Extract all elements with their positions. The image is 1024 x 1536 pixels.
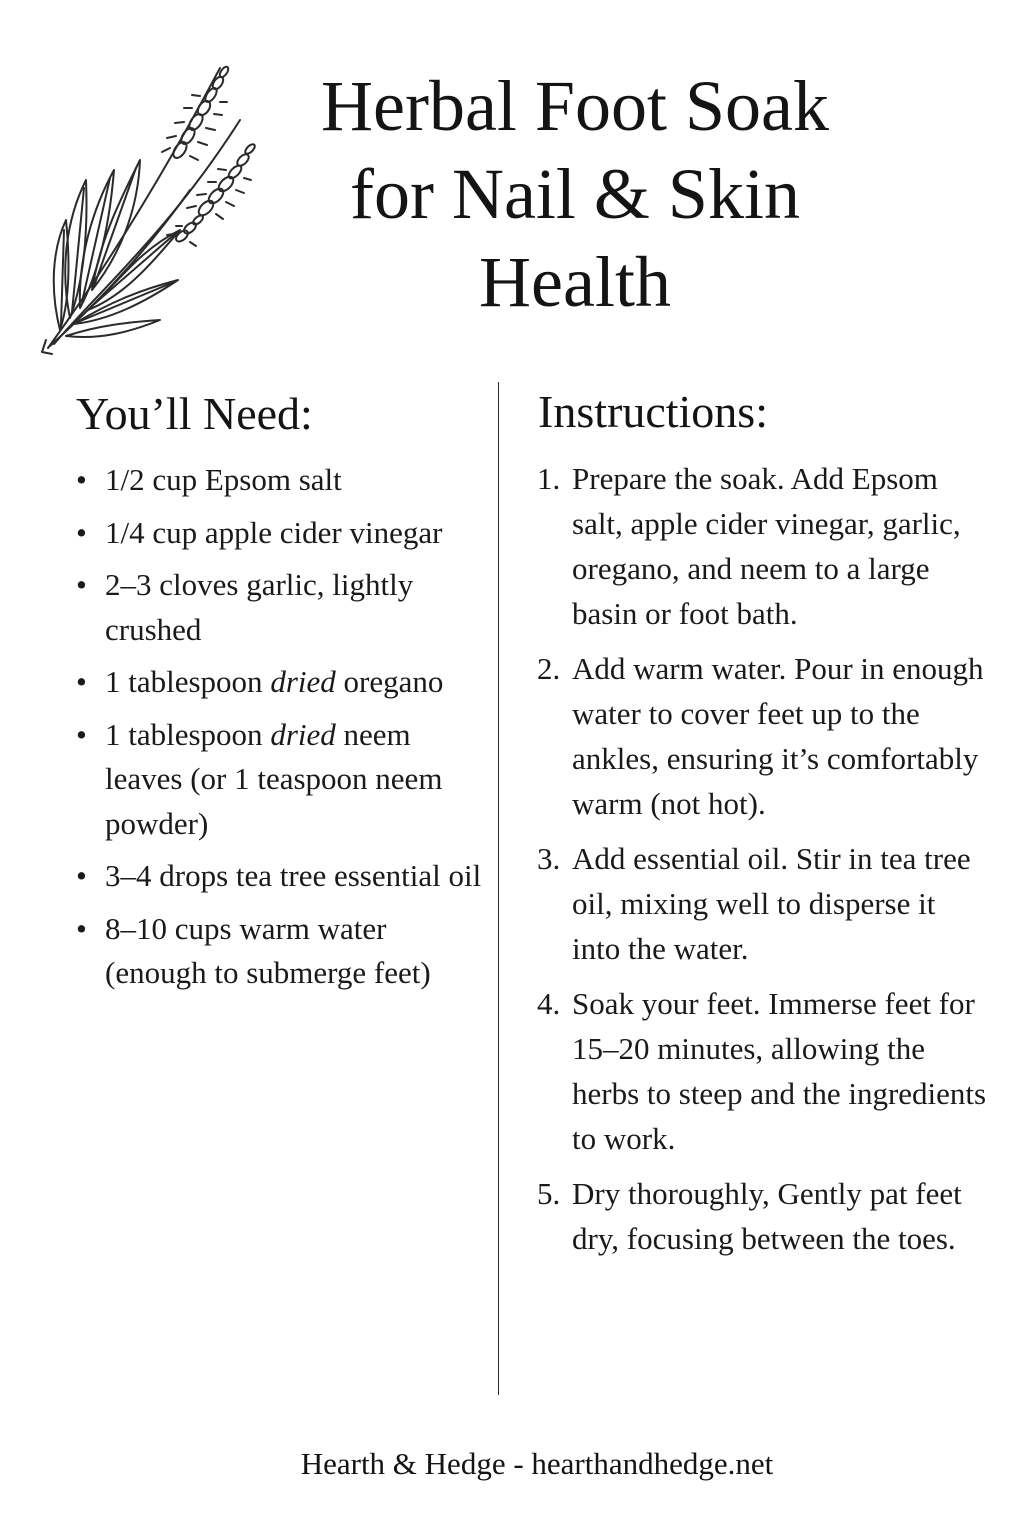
- bullet-icon: •: [76, 716, 87, 752]
- ingredient-text-part: neem leaves (or 1 teaspoon neem powder): [105, 716, 443, 841]
- step-number: 2.: [537, 651, 561, 686]
- ingredient-item: [76, 713, 486, 847]
- ingredient-item: [76, 660, 486, 705]
- title-line-1: Herbal Foot Soak: [321, 66, 829, 146]
- bullet-icon: •: [76, 567, 87, 602]
- step-text: Soak your feet. Immerse feet for 15–20 minutes, allowing the herbs to steep and the ingredients to work.: [572, 986, 987, 1156]
- instruction-step: [537, 646, 987, 826]
- instructions-list: [537, 456, 987, 1271]
- title-line-2: for Nail & Skin: [350, 154, 800, 234]
- ingredient-item: [76, 458, 486, 503]
- ingredient-text: 2–3 cloves garlic, lightly crushed: [105, 567, 414, 647]
- ingredient-text: 1/2 cup Epsom salt: [105, 462, 342, 497]
- title-line-3: Health: [479, 242, 671, 322]
- bullet-icon: •: [76, 858, 87, 893]
- instruction-step: [537, 981, 987, 1161]
- ingredient-text-part: oregano: [335, 664, 444, 699]
- ingredients-list: [76, 458, 486, 1004]
- step-number: 3.: [537, 841, 561, 876]
- bullet-icon: •: [76, 462, 87, 497]
- ingredient-item: [76, 563, 486, 652]
- ingredient-item: [76, 854, 486, 899]
- step-text: Add essential oil. Stir in tea tree oil, mixing well to disperse it into the water.: [572, 841, 971, 966]
- ingredient-text: [105, 717, 442, 841]
- instruction-step: [537, 1171, 987, 1261]
- bullet-icon: •: [76, 664, 87, 699]
- ingredient-text-part: 1 tablespoon: [105, 716, 271, 752]
- step-number: 5.: [537, 1176, 561, 1211]
- step-number: 4.: [537, 986, 561, 1021]
- page-title: [250, 62, 900, 326]
- lavender-sprig-icon: [30, 40, 270, 360]
- needs-heading: You’ll Need:: [76, 388, 313, 439]
- instruction-step: [537, 836, 987, 971]
- step-text: Add warm water. Pour in enough water to cover feet up to the ankles, ensuring it’s comfortably warm (not hot).: [572, 651, 984, 821]
- ingredient-item: [76, 511, 486, 556]
- step-text: Dry thoroughly, Gently pat feet dry, focusing between the toes.: [572, 1176, 962, 1256]
- instruction-step: [537, 456, 987, 636]
- column-divider: [498, 382, 499, 1395]
- step-number: 1.: [537, 461, 561, 496]
- ingredient-text: 1/4 cup apple cider vinegar: [105, 514, 443, 550]
- footer-credit: Hearth & Hedge - hearthandhedge.net: [300, 1446, 774, 1481]
- ingredient-text: 3–4 drops tea tree essential oil: [105, 858, 482, 893]
- ingredient-text: [105, 664, 443, 699]
- ingredient-emphasis: dried: [270, 716, 336, 752]
- bullet-icon: •: [76, 514, 87, 550]
- ingredient-item: [76, 907, 486, 996]
- instructions-heading: Instructions:: [538, 386, 768, 437]
- ingredient-text: 8–10 cups warm water (enough to submerge feet): [105, 910, 431, 990]
- bullet-icon: •: [76, 910, 87, 946]
- step-text: Prepare the soak. Add Epsom salt, apple cider vinegar, garlic, oregano, and neem to a large basin or foot bath.: [572, 461, 961, 631]
- ingredient-text-part: 1 tablespoon: [105, 664, 271, 699]
- ingredient-emphasis: dried: [270, 664, 336, 699]
